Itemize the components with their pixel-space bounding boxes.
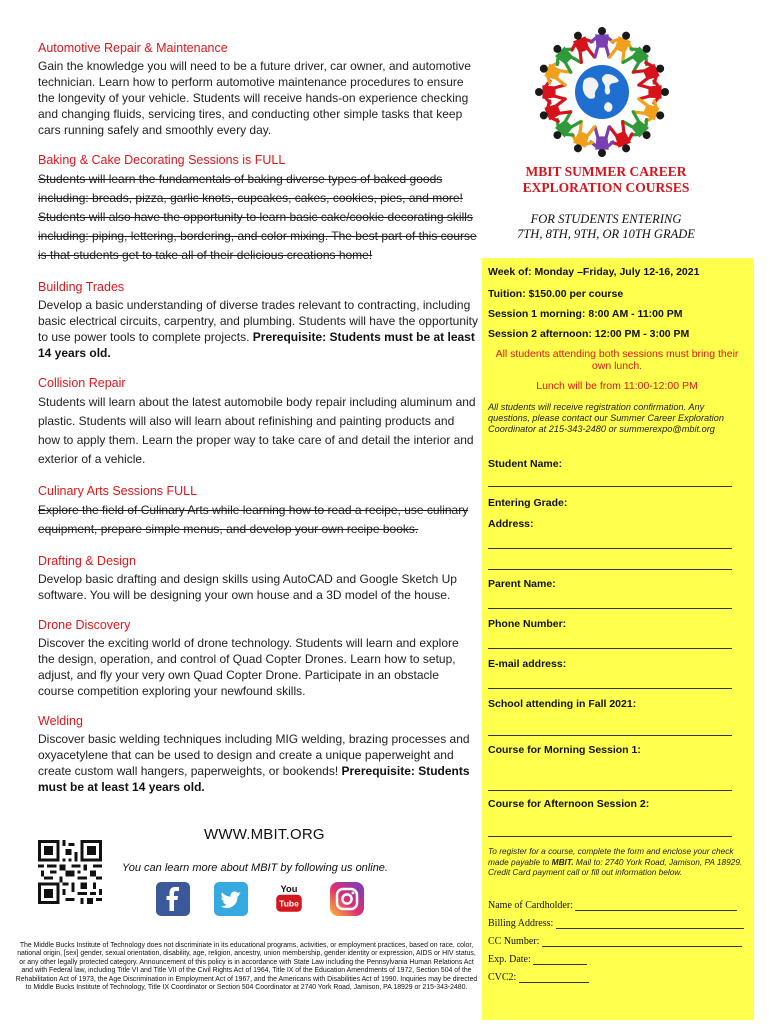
course-title: Baking & Cake Decorating Sessions is FULL bbox=[38, 153, 286, 167]
course-description: Gain the knowledge you will need to be a future driver, car owner, and automotive technician. Learn how to perform automotive maintenance procedures to ensure the longevity of your vehicle. Students will receive hands-on experience checking and changing fluids, servicing tires, and conducting other simple tasks that keep cars running safely and smoothly every day. bbox=[38, 59, 471, 137]
program-subtitle-line1: FOR STUDENTS ENTERING bbox=[530, 212, 682, 226]
program-title-line2: EXPLORATION COURSES bbox=[522, 180, 690, 195]
exp-date-field[interactable] bbox=[533, 964, 587, 965]
course-welding bbox=[38, 713, 478, 795]
program-title bbox=[486, 164, 726, 196]
registration-instructions-part2: Mail to: 2740 York Road, Jamison, PA 18929. Credit Card payment call or fill out information below. bbox=[488, 856, 743, 877]
course-description: Students will learn about the latest automobile body repair including aluminum and plastic. Students will also will learn about refinishing and painting products and how to apply them. Learn the proper way to take care of and detail the interior and exterior of a vehicle. bbox=[38, 395, 476, 466]
cc-row[interactable] bbox=[488, 936, 742, 947]
program-title-line1: MBIT SUMMER CAREER bbox=[525, 164, 687, 179]
facebook-icon[interactable] bbox=[156, 882, 190, 916]
lunch-time: Lunch will be from 11:00-12:00 PM bbox=[536, 380, 698, 392]
logo-figure-icon bbox=[591, 127, 613, 157]
course-collision-repair bbox=[38, 375, 478, 469]
student-name-label: Student Name: bbox=[488, 458, 563, 470]
course-description: Develop basic drafting and design skills using AutoCAD and Google Sketch Up software. You will be designing your own house and a 3D model of the house. bbox=[38, 572, 457, 602]
parent-name-field[interactable] bbox=[488, 608, 732, 609]
address-field-line1[interactable] bbox=[488, 548, 732, 549]
cardholder-label: Name of Cardholder: bbox=[488, 900, 573, 911]
cvc-label: CVC2: bbox=[488, 972, 517, 983]
program-subtitle bbox=[486, 212, 726, 242]
entering-grade-label: Entering Grade: bbox=[488, 497, 568, 509]
email-label: E-mail address: bbox=[488, 658, 567, 670]
logo-figure-icon bbox=[591, 27, 613, 57]
cc-number-label: CC Number: bbox=[488, 936, 540, 947]
address-field-line2[interactable] bbox=[488, 569, 732, 570]
mbit-globe-logo-icon bbox=[512, 18, 692, 166]
week-info: Week of: Monday –Friday, July 12-16, 2021 bbox=[488, 266, 700, 278]
course-automotive bbox=[38, 40, 478, 138]
youtube-tube-label: Tube bbox=[279, 898, 299, 909]
course-description: Students will learn the fundamentals of baking diverse types of baked goods including: breads, pizza, garlic knots, cupcakes, cakes, cookies, pies, and more! Students will also have the opportunity to learn basic cake/cookie decorating skills including: piping, lettering, bordering, and color mixing. The best part of this course is that students get to take all of their delicious creations home! bbox=[38, 172, 477, 262]
billing-label: Billing Address: bbox=[488, 918, 554, 929]
qr-code-icon[interactable] bbox=[38, 840, 102, 904]
non-discrimination-notice: The Middle Bucks Institute of Technology does not discriminate in its educational programs, activities, or employment practices, based on race, color, national origin, [sex] gender, sexual orientation, disability, age, religion, ancestry, union membership, gender identity or expression, AIDS or HIV status, or any other legally protected category. Announcement of this policy is in accordance with State Law including the Pennsylvania Human Relations Act and with Federal law, including Title VI and Title VII of the Civil Rights Act of 1964, Title IX of the Education Amendments of 1972, Section 504 of the Rehabilitation Act of 1973, the Age Discrimination in Employment Act of 1967, and the Americans with Disabilities Act of 1990. Inquiries may be directed to Middle Bucks Institute of Technology, Title IX Coordinator or Section 504 Coordinator at 2740 York Road, Jamison, PA 18929 or 215-343-2480. bbox=[15, 942, 478, 992]
course-description bbox=[38, 297, 478, 361]
course-title: Welding bbox=[38, 714, 83, 728]
morning-course-field[interactable] bbox=[488, 790, 732, 791]
prerequisite-note: Prerequisite: Students must be at least 14 years old. bbox=[38, 330, 475, 360]
phone-label: Phone Number: bbox=[488, 618, 567, 630]
course-title: Collision Repair bbox=[38, 376, 126, 390]
registration-notice: All students will receive registration confirmation. Any questions, please contact our Summer Career Exploration Coordinator at 215-343-2480 or summerexpo@mbit.org bbox=[488, 402, 724, 434]
course-drafting-design bbox=[38, 553, 478, 603]
registration-instructions-part1: To register for a course, complete the form and enclose your check made payable to bbox=[488, 846, 734, 867]
course-list bbox=[38, 40, 478, 809]
course-description: Discover the exciting world of drone technology. Students will learn and explore the design, operation, and control of Quad Copter Drones. Learn how to setup, adjust, and fly your very own Quad Copter Drone. Participate in an obstacle course competition exploring your newfound skills. bbox=[38, 636, 459, 698]
exp-row[interactable] bbox=[488, 954, 587, 965]
prerequisite-note: Prerequisite: Students must be at least 14 years old. bbox=[38, 764, 470, 794]
school-label: School attending in Fall 2021: bbox=[488, 698, 637, 710]
cvc-row[interactable] bbox=[488, 972, 589, 983]
course-title: Drafting & Design bbox=[38, 554, 136, 568]
phone-field[interactable] bbox=[488, 648, 732, 649]
morning-course-label: Course for Morning Session 1: bbox=[488, 744, 641, 756]
tuition-info: Tuition: $150.00 per course bbox=[488, 288, 624, 300]
cvc-field[interactable] bbox=[519, 982, 589, 983]
course-description bbox=[38, 731, 478, 795]
address-label: Address: bbox=[488, 518, 534, 530]
website-link[interactable]: WWW.MBIT.ORG bbox=[204, 826, 325, 843]
billing-row[interactable] bbox=[488, 918, 744, 929]
cardholder-field[interactable] bbox=[575, 910, 737, 911]
course-description-text: Discover basic welding techniques including MIG welding, brazing processes and oxyacetylene that can be used to design and create a unique paperweight and create custom wall hangers, paperweights, or bookends! bbox=[38, 732, 470, 778]
payee-name: MBIT. bbox=[551, 856, 574, 867]
billing-field[interactable] bbox=[556, 928, 744, 929]
program-subtitle-line2: 7TH, 8TH, 9TH, OR 10TH GRADE bbox=[517, 227, 695, 241]
youtube-icon[interactable] bbox=[272, 882, 306, 916]
lunch-note: All students attending both sessions must bring their own lunch. bbox=[495, 348, 739, 372]
course-title: Automotive Repair & Maintenance bbox=[38, 41, 228, 55]
cardholder-row[interactable] bbox=[488, 900, 737, 911]
youtube-you-label: You bbox=[280, 884, 298, 895]
course-baking bbox=[38, 152, 478, 265]
cc-number-field[interactable] bbox=[542, 946, 742, 947]
instagram-icon[interactable] bbox=[330, 882, 364, 916]
student-name-field[interactable] bbox=[488, 486, 732, 487]
exp-date-label: Exp. Date: bbox=[488, 954, 531, 965]
afternoon-course-label: Course for Afternoon Session 2: bbox=[488, 798, 650, 810]
course-building-trades bbox=[38, 279, 478, 361]
parent-name-label: Parent Name: bbox=[488, 578, 556, 590]
email-field[interactable] bbox=[488, 688, 732, 689]
course-description-text: Develop a basic understanding of diverse trades relevant to contracting, including basic electrical circuits, carpentry, and plumbing. Students will have the opportunity to use power tools to complete projects. bbox=[38, 298, 478, 344]
school-field[interactable] bbox=[488, 735, 732, 736]
session2-info: Session 2 afternoon: 12:00 PM - 3:00 PM bbox=[488, 328, 690, 340]
course-title: Culinary Arts Sessions FULL bbox=[38, 484, 198, 498]
course-culinary-arts bbox=[38, 483, 478, 539]
session1-info: Session 1 morning: 8:00 AM - 11:00 PM bbox=[488, 308, 683, 320]
afternoon-course-field[interactable] bbox=[488, 836, 732, 837]
follow-us-text: You can learn more about MBIT by following us online. bbox=[122, 862, 388, 874]
course-title: Building Trades bbox=[38, 280, 125, 294]
course-description: Explore the field of Culinary Arts while learning how to read a recipe, use culinary equipment, prepare simple menus, and develop your own recipe books. bbox=[38, 503, 469, 536]
registration-instructions bbox=[488, 846, 750, 878]
course-title: Drone Discovery bbox=[38, 618, 131, 632]
twitter-icon[interactable] bbox=[214, 882, 248, 916]
course-drone-discovery bbox=[38, 617, 478, 699]
